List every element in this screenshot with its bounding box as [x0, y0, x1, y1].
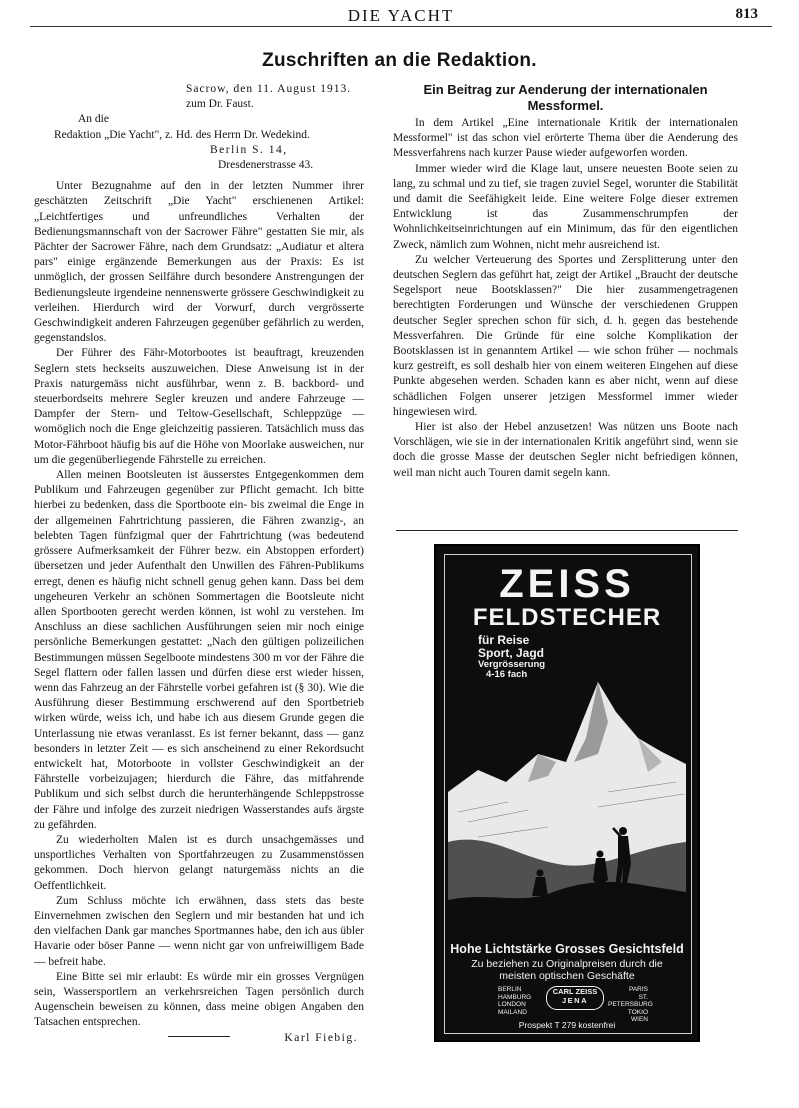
article-title: Ein Beitrag zur Aenderung der internationalen Messformel.: [423, 82, 708, 113]
page-header: [30, 6, 772, 27]
zeiss-advertisement: [434, 544, 700, 1042]
ad-cities-left: [498, 986, 531, 1016]
letter-paragraph: Eine Bitte sei mir erlaubt: Es würde mir ein grosses Vergnügen sein, Wassersportlern an verkehrsreichen Tagen persönlich durch Augenschein beweisen zu können, dass meine obigen Angaben den Tatsachen entsprechen.: [34, 970, 364, 1029]
ad-city: WIEN: [631, 1016, 648, 1023]
ad-city: LONDON: [498, 1001, 526, 1008]
letter-paragraph: Zum Schluss möchte ich erwähnen, dass stets das beste Einvernehmen zwischen den Seglern und mir bestanden hat und ich den vielfachen Dank gar manches Sportmannes habe, den ich aus übler Havarie oder böser Panne — wenn nicht gar von unfreiwilligem Bade — befreit habe.: [34, 894, 364, 968]
ad-product: FELDSTECHER: [472, 604, 662, 631]
ad-brand: ZEISS: [499, 562, 635, 606]
letter-place-date: Sacrow, den 11. August 1913.: [186, 83, 352, 95]
letter-paragraph: Zu wiederholten Malen ist es durch unsachgemässes und unsportliches Verhalten von Sportfahrzeugen zu Zusammenstössen gekommen. Doch hiervon gelangt naturgemäss nichts an die Oeffentlichkeit.: [34, 833, 364, 892]
mountain-scene-illustration: [448, 642, 686, 942]
article-paragraph: Hier ist also der Hebel anzusetzen! Was nützen uns Boote nach Vorschlägen, wie sie in der internationalen Kritik angeführt sind, wenn sie doch die grosse Masse der deutschen Segler nicht befriedigen können, weil man nicht auch Touren damit segeln kann.: [393, 421, 738, 479]
letter-via: zum Dr. Faust.: [186, 98, 254, 111]
letter-paragraph: Allen meinen Bootsleuten ist äusserstes Entgegenkommen dem Publikum und Fahrzeugen gegenüber zur Pflicht gemacht. Ich bitte hierbei zu bedenken, dass die Sportboote ein- bis zweimal die Enge in der allgemeinen Fahrtrichtung passieren, die Fähren zwanzig-, an belebten Tagen fünfzigmal quer der Fahrtrichtung (was bedeutend grössere Aufmerksamkeit der Führer bezw. ein Abstoppen erfordert) übersetzen und jeder Aufenthalt den Unwillen des Fähren-Publikums erregt, denen es häufig nicht schnell genug gehen kann. Dass bei dem ungeheuren Verkehr an schönen Sommertagen die Bootsleute nicht allen Sportbooten gerecht werden können, ist wohl zu verstehen. Im Anschluss an diese sachlichen Ausführungen seien mir noch einige persönliche Bemerkungen gestattet: „Nach den gültigen polizeilichen Bestimmungen müssen Segelboote mindestens 300 m vor der Fähre die Segel flattern oder fallen lassen und dürfen diese erst wieder hissen, wenn das Fahrzeug an der Fährstelle vorbei gefahren ist (§ 30). Wie die Ausführung dieser Bestimmung erschwerend auf den Sportbetrieb wirken würde, weiss ich, und habe ich aus diesem Grunde gegen die Unterlassung nie etwas veranlasst. Es ist ferner bekannt, dass — ganz besonders in letzter Zeit — es sich anscheinend zu einer Rekordsucht entwickelt hat, Motorboote in vollster Geschwindigkeit an der Fährstelle vorbeizujagen; hierdurch die Fähre, das mitfahrende Publikum und sich selbst durch die herunterhängende Schleppstrosse der Fähre und infolge des zurzeit niedrigen Wasserstandes aufs ärgste zu gefährden.: [34, 469, 364, 831]
ad-usage-line2: Sport, Jagd: [478, 646, 545, 660]
ad-usage-line1: für Reise: [478, 633, 530, 647]
ad-city: ST. PETERSBURG: [608, 993, 653, 1008]
article-paragraph: Immer wieder wird die Klage laut, unsere neuesten Boote seien zu lang, zu schmal und zu tief, sie tragen zuviel Segel, worunter die Stabilität und damit die Seefähigkeit leide. Eine weitere Folge dieser extremen Entwicklung ist das Zusammenschrumpfen der Wohnlichkeitseinrichtungen auf ein Minimum, das für den eigentlichen Zweck, nämlich zum Wohnen, nicht mehr ausreichend ist.: [393, 162, 738, 251]
letter-paragraph: Unter Bezugnahme auf den in der letzten Nummer ihrer geschätzten Zeitschrift „Die Yacht" erschienenen Artikel: „Leichtfertiges und unfreundliches Verhalten der Bedienungsmannschaft von der Sacrower Fähre" gestatten Sie mir, als Pächter der Sacrower Fähre, nach dem Grundsatz: „Audiatur et altera pars" einige ergänzende Bemerkungen aus der Praxis: Es ist unmöglich, der grossen Seilfähre durch besondere Anstrengungen der Bedienungsleute irgendeine nennenswerte grössere Geschwindigkeit zu verleihen. Hierdurch wird der Vorwurf, durch vergrösserte Geschwindigkeit anderen Fahrzeugen gegenüber gefährlich zu werden, gegenstandslos.: [34, 180, 364, 345]
signature-rule: [168, 1036, 230, 1037]
letter-signature: Karl Fiebig.: [284, 1031, 358, 1044]
ad-logo-city: JENA: [561, 996, 588, 1005]
carl-zeiss-logo: [546, 986, 604, 1010]
ad-prospectus: Prospekt T 279 kostenfrei: [518, 1020, 616, 1030]
ad-magnification: 4-16 fach: [486, 669, 528, 680]
letter-paragraph: Der Führer des Fähr-Motorbootes ist beauftragt, kreuzenden Seglern stets heckseits auszuweichen. Diese Anweisung ist in der Praxis naturgemäss nicht ausführbar, wenn z. B. backbord- und steuerbordseits mehrere Segler kreuzen und andere Fahrzeuge — Dampfer der Stern- und Teltow-Gesellschaft, Schleppzüge — womöglich noch die Enge gleichzeitig passieren. Tatsächlich muss das Motor-Fährboot häufig bis auf die Höhe von Moorlake ausweichen, nur um die gegenüberliegende Fährstelle zu erreichen.: [34, 347, 364, 466]
section-title: Zuschriften an die Redaktion.: [262, 50, 537, 71]
ad-availability: [436, 958, 698, 982]
letter-an-die: An die: [78, 113, 109, 126]
ad-magnification-label: Vergrösserung: [478, 659, 546, 670]
ad-city: MAILAND: [498, 1008, 527, 1016]
letter-recipient: Redaktion „Die Yacht", z. Hd. des Herrn Dr. Wedekind.: [54, 128, 310, 141]
letter-column: [34, 82, 364, 1046]
article-paragraph: In dem Artikel „Eine internationale Kritik der internationalen Messformel" ist das schon viel erörterte Thema über die Aenderung des Messverfahrens nach kurzer Pause wieder aufgeworfen worden.: [393, 117, 738, 160]
letter-city: Berlin S. 14,: [210, 143, 288, 156]
ad-city: BERLIN: [498, 986, 522, 993]
ad-city: PARIS: [628, 986, 648, 993]
ad-availability-line1: Zu beziehen zu Originalpreisen durch die: [471, 958, 663, 970]
article-paragraph: Zu welcher Verteuerung des Sportes und Zersplitterung unter den deutschen Seglern das geführt hat, zeigt der Artikel „Braucht der deutsche Segelsport neue Bootsklassen?" Die hier zusammengetragenen berechtigten Forderungen und Wünsche der verschiedenen Gruppen deutscher Segler sprechen schon für sich, d. h. gegen das bestehende Messverfahren. Die Gründe für eine solche Komplikation der Bootsklassen ist in genanntem Artikel — wie schon früher — nochmals kurz gestreift, es soll deshalb hier von einem weiteren Eingehen auf diese Punkte abgesehen werden. Schaden kann es aber nicht, wenn auf diese schädlichen Folgen unserer jetzigen Messformel immer wieder hingewiesen wird.: [393, 253, 738, 418]
letter-street: Dresdenerstrasse 43.: [218, 159, 314, 172]
ad-availability-line2: meisten optischen Geschäfte: [499, 970, 635, 982]
ad-cities-right: [608, 986, 653, 1024]
ad-usage: [478, 634, 588, 680]
ad-slogan: Hohe Lichtstärke Grosses Gesichtsfeld: [450, 942, 684, 956]
article-column: [393, 82, 738, 481]
ad-city: TOKIO: [627, 1008, 648, 1016]
ad-logo-name: CARL ZEISS: [552, 987, 598, 996]
column-rule: [396, 530, 738, 531]
page-number: 813: [735, 6, 758, 22]
running-title: DIE YACHT: [347, 6, 455, 25]
ad-city: HAMBURG: [498, 993, 532, 1001]
